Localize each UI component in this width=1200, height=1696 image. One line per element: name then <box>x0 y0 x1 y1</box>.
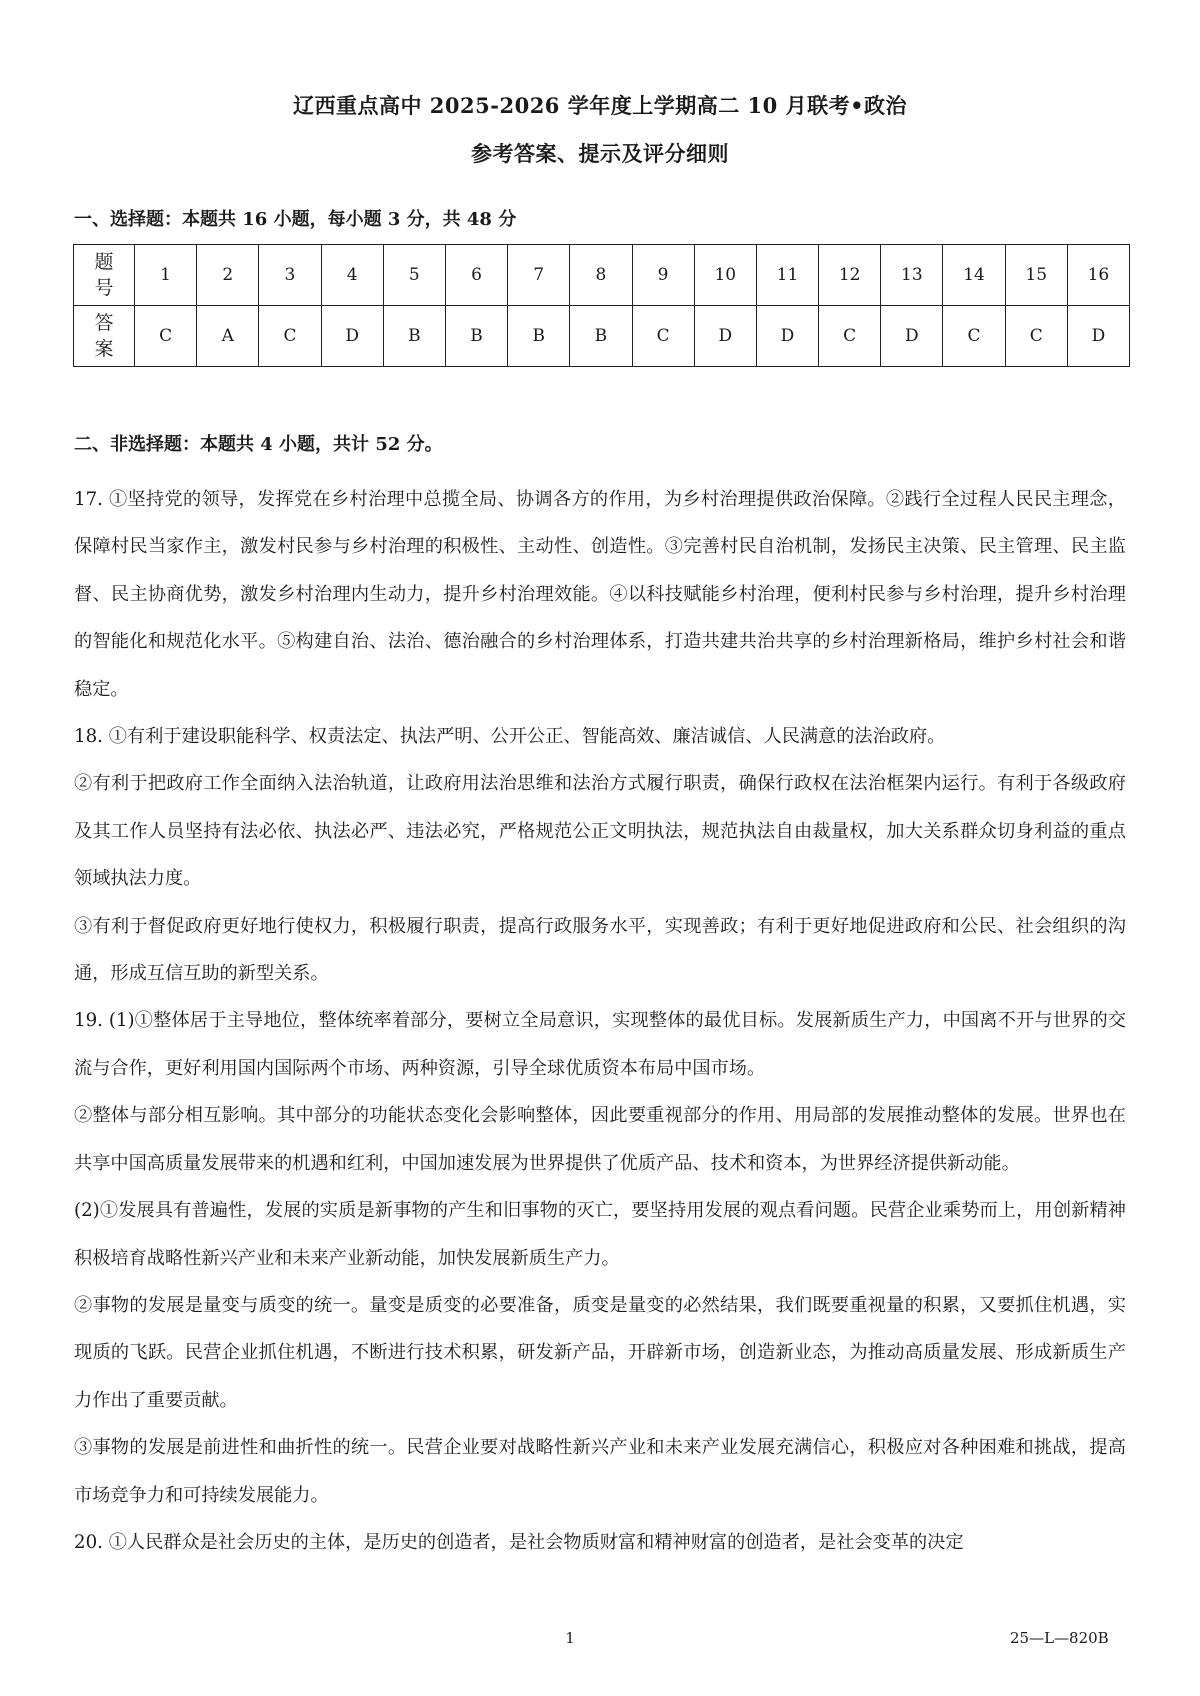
answer-cell: C <box>632 306 694 367</box>
answer-cell: C <box>943 306 1005 367</box>
question-number: 1 <box>135 245 197 306</box>
section-heading-choice: 一、选择题：本题共 16 小题，每小题 3 分，共 48 分 <box>74 209 517 230</box>
answer-cell: D <box>1067 306 1129 367</box>
question-number: 9 <box>632 245 694 306</box>
answer-paragraph-18-3: ③有利于督促政府更好地行使权力，积极履行职责，提高行政服务水平，实现善政；有利于更好地促进政府和公民、社会组织的沟通，形成互信互助的新型关系。 <box>74 915 1126 985</box>
question-number: 3 <box>259 245 321 306</box>
question-number: 13 <box>881 245 943 306</box>
question-number: 6 <box>445 245 507 306</box>
question-number: 2 <box>197 245 259 306</box>
row-header-number <box>74 245 135 306</box>
answer-cell: B <box>383 306 445 367</box>
document-title: 辽西重点高中 2025-2026 学年度上学期高二 10 月联考•政治 <box>293 93 907 118</box>
row-header-number-text: 题 号 <box>94 251 114 299</box>
answer-cell: C <box>819 306 881 367</box>
section-heading-nonchoice: 二、非选择题：本题共 4 小题，共计 52 分。 <box>74 434 443 455</box>
answer-cell: D <box>756 306 818 367</box>
answer-cell: D <box>694 306 756 367</box>
row-header-answer <box>74 306 135 367</box>
question-number: 5 <box>383 245 445 306</box>
answer-cell: D <box>321 306 383 367</box>
answer-paragraph-20: 20. ①人民群众是社会历史的主体，是历史的创造者，是社会物质财富和精神财富的创造者，是社会变革的决定 <box>74 1531 964 1553</box>
answer-cell: B <box>508 306 570 367</box>
answer-paragraph-19-1-1: 19. (1)①整体居于主导地位，整体统率着部分，要树立全局意识，实现整体的最优目标。发展新质生产力，中国离不开与世界的交流与合作，更好利用国内国际两个市场、两种资源，引导全球优质资本布局中国市场。 <box>74 1010 1126 1079</box>
answer-table <box>73 244 1130 367</box>
question-number: 16 <box>1067 245 1129 306</box>
question-number: 14 <box>943 245 1005 306</box>
question-number: 11 <box>756 245 818 306</box>
answer-paragraph-19-2-1: (2)①发展具有普遍性，发展的实质是新事物的产生和旧事物的灭亡，要坚持用发展的观点看问题。民营企业乘势而上，用创新精神积极培育战略性新兴产业和未来产业新动能，加快发展新质生产力。 <box>74 1200 1126 1269</box>
document-subtitle: 参考答案、提示及评分细则 <box>471 141 729 166</box>
row-header-answer-text: 答 案 <box>94 312 114 360</box>
table-row-answers <box>74 306 1130 367</box>
table-row-numbers <box>74 245 1130 306</box>
question-number: 7 <box>508 245 570 306</box>
answer-cell: B <box>570 306 632 367</box>
answer-cell: A <box>197 306 259 367</box>
question-number: 4 <box>321 245 383 306</box>
question-number: 8 <box>570 245 632 306</box>
document-code: 25—L—820B <box>1010 1629 1109 1647</box>
question-number: 15 <box>1005 245 1067 306</box>
answer-paragraph-18-1: 18. ①有利于建设职能科学、权责法定、执法严明、公开公正、智能高效、廉洁诚信、人民满意的法治政府。 <box>74 726 946 748</box>
answer-paragraph-19-2-3: ③事物的发展是前进性和曲折性的统一。民营企业要对战略性新兴产业和未来产业发展充满信心，积极应对各种困难和挑战，提高市场竞争力和可持续发展能力。 <box>74 1437 1126 1506</box>
answer-cell: C <box>1005 306 1067 367</box>
answer-paragraph-19-2-2: ②事物的发展是量变与质变的统一。量变是质变的必要准备，质变是量变的必然结果，我们既要重视量的积累，又要抓住机遇，实现质的飞跃。民营企业抓住机遇，不断进行技术积累，研发新产品，开辟新市场，创造新业态，为推动高质量发展、形成新质生产力作出了重要贡献。 <box>74 1294 1126 1411</box>
page-number: 1 <box>565 1629 575 1647</box>
answer-body <box>74 476 1126 1566</box>
answer-cell: C <box>135 306 197 367</box>
answer-paragraph-19-1-2: ②整体与部分相互影响。其中部分的功能状态变化会影响整体，因此要重视部分的作用、用局部的发展推动整体的发展。世界也在共享中国高质量发展带来的机遇和红利，中国加速发展为世界提供了优质产品、技术和资本，为世界经济提供新动能。 <box>74 1105 1126 1174</box>
question-number: 12 <box>819 245 881 306</box>
question-number: 10 <box>694 245 756 306</box>
answer-paragraph-17: 17. ①坚持党的领导，发挥党在乡村治理中总揽全局、协调各方的作用，为乡村治理提供政治保障。②践行全过程人民民主理念，保障村民当家作主，激发村民参与乡村治理的积极性、主动性、创造性。③完善村民自治机制，发扬民主决策、民主管理、民主监督、民主协商优势，激发乡村治理内生动力，提升乡村治理效能。④以科技赋能乡村治理，便利村民参与乡村治理，提升乡村治理的智能化和规范化水平。⑤构建自治、法治、德治融合的乡村治理体系，打造共建共治共享的乡村治理新格局，维护乡村社会和谐稳定。 <box>74 489 1126 700</box>
answer-cell: B <box>445 306 507 367</box>
answer-cell: C <box>259 306 321 367</box>
answer-paragraph-18-2: ②有利于把政府工作全面纳入法治轨道，让政府用法治思维和法治方式履行职责，确保行政权在法治框架内运行。有利于各级政府及其工作人员坚持有法必依、执法必严、违法必究，严格规范公正文明执法，规范执法自由裁量权，加大关系群众切身利益的重点领域执法力度。 <box>74 773 1126 890</box>
answer-cell: D <box>881 306 943 367</box>
